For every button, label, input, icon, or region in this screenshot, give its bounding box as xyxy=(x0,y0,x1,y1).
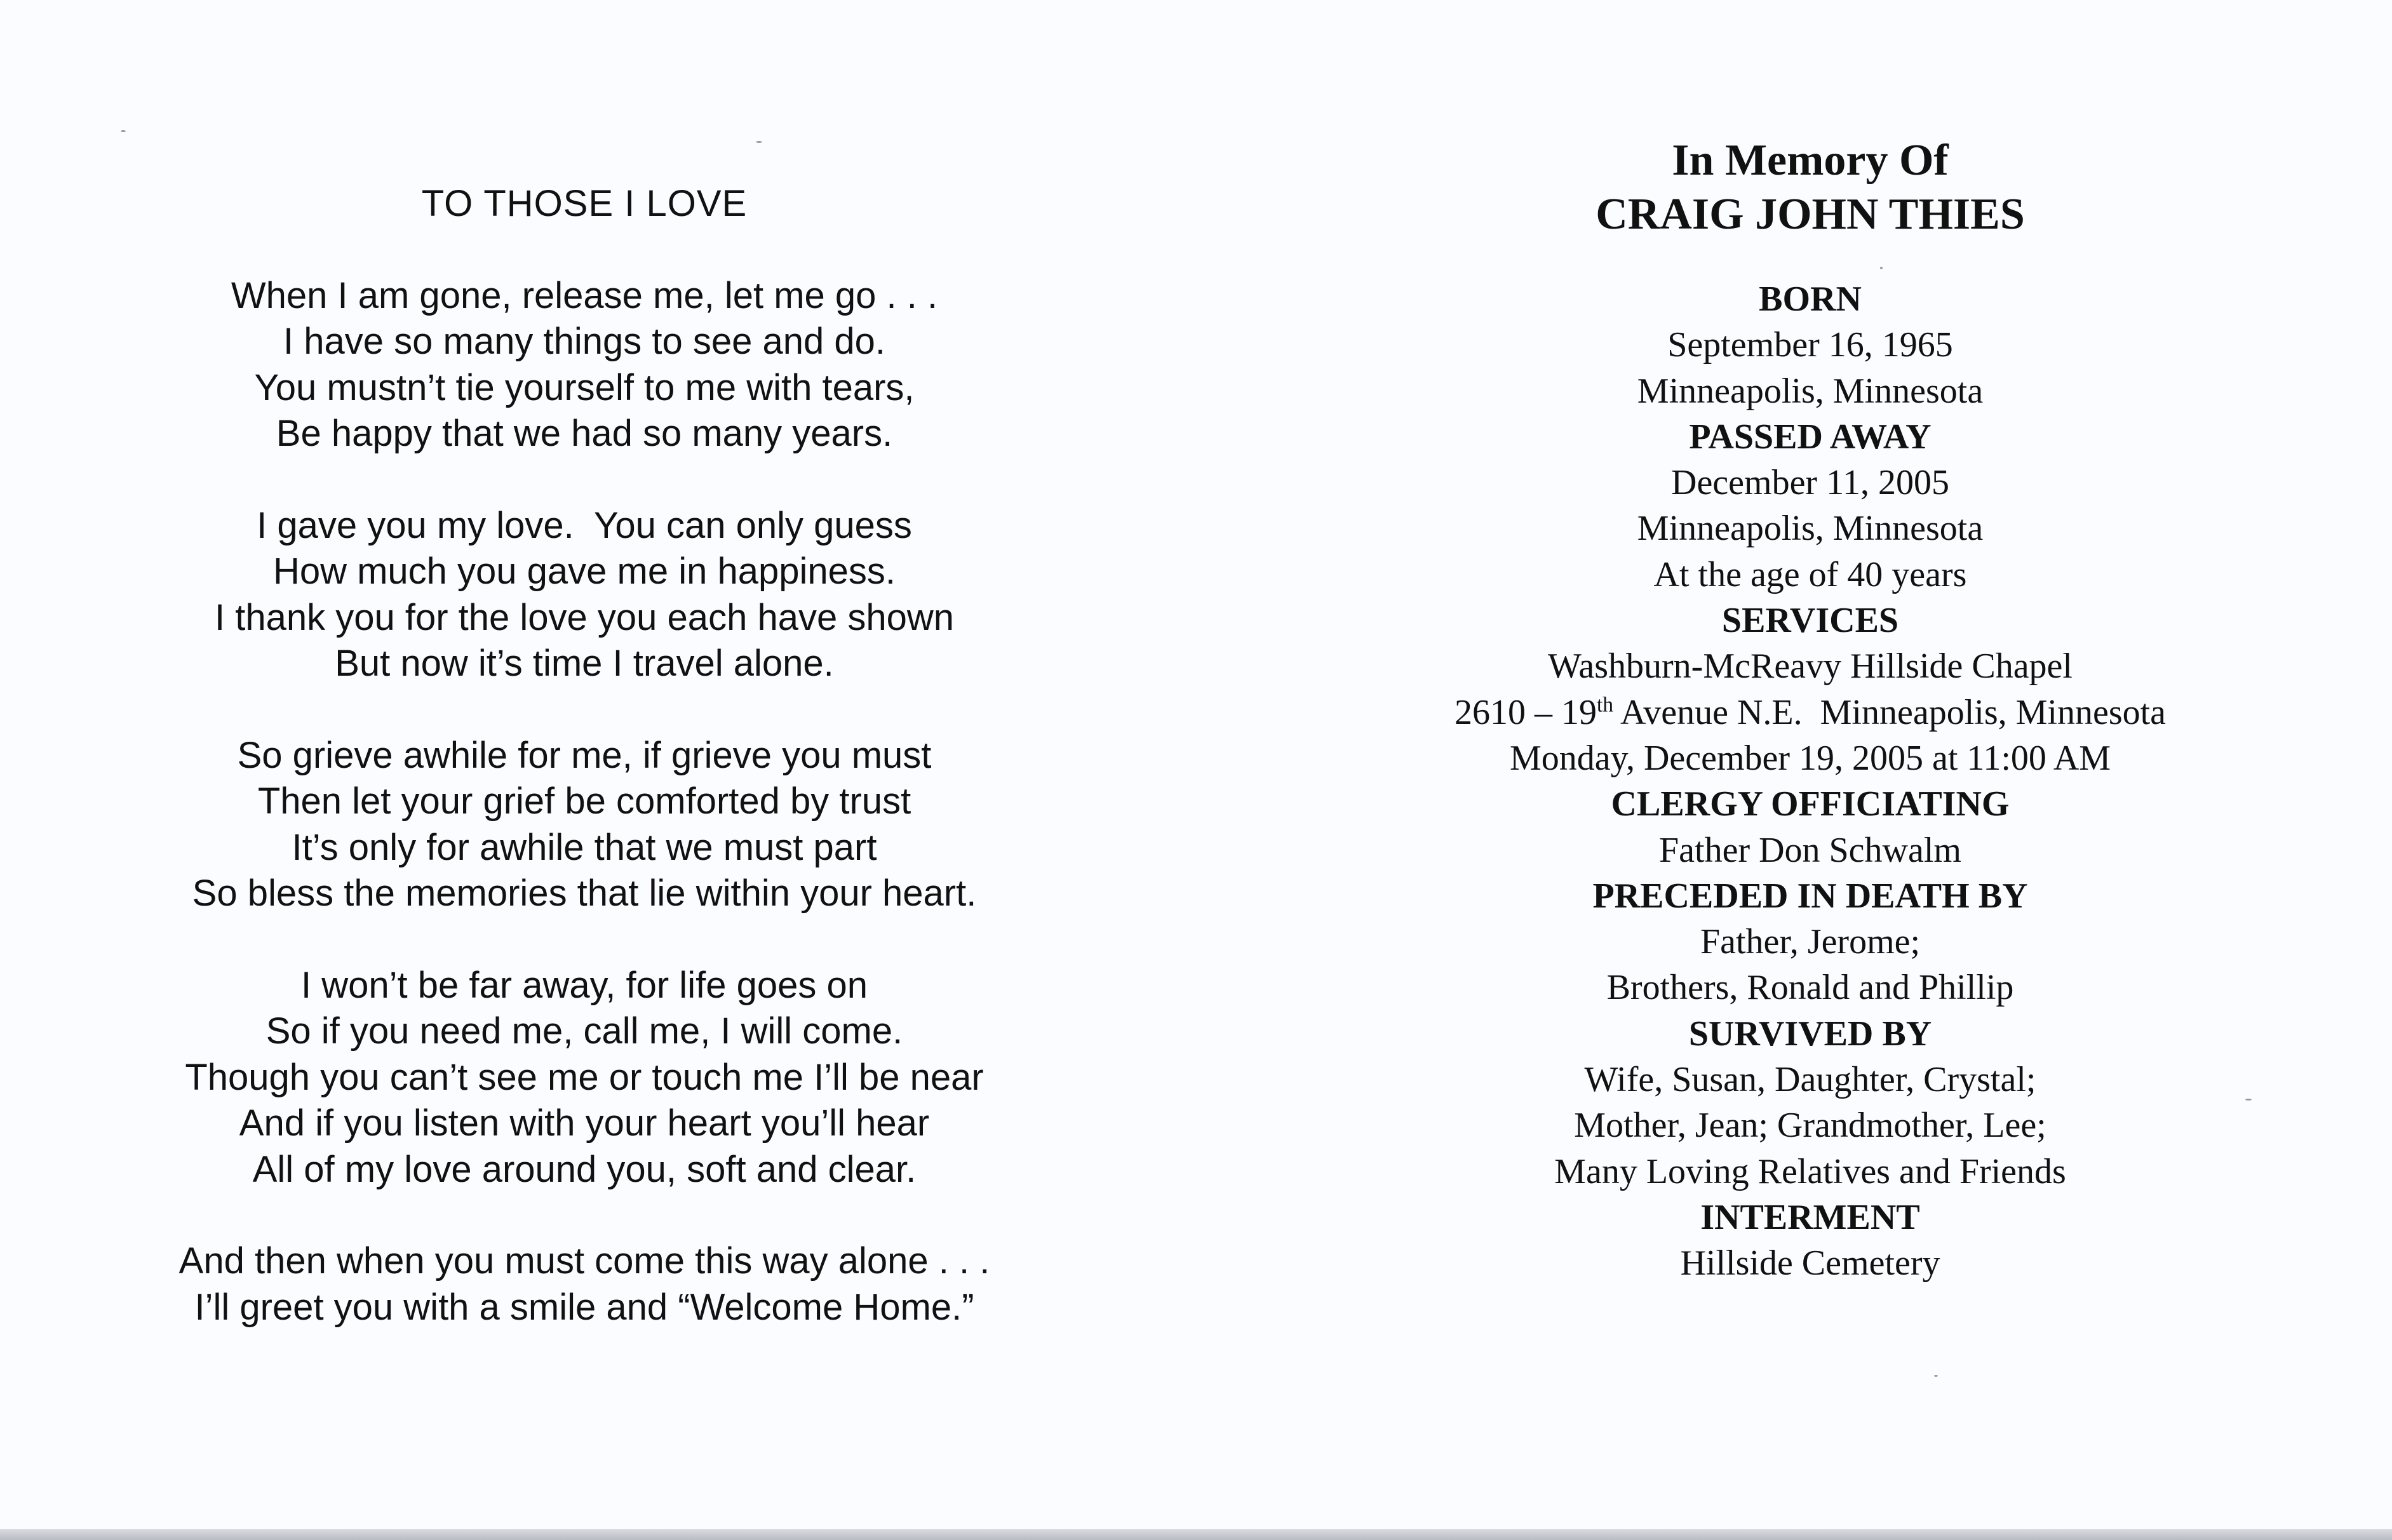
section-title-survived: SURVIVED BY xyxy=(1688,1014,1932,1054)
survived-line: Many Loving Relatives and Friends xyxy=(1554,1151,2066,1191)
service-address xyxy=(1385,690,2236,735)
section-title-interment: INTERMENT xyxy=(1700,1197,1920,1237)
deceased-name: CRAIG JOHN THIES xyxy=(1596,190,2025,239)
scan-bottom-edge xyxy=(0,1529,2392,1540)
preceded-line: Father, Jerome; xyxy=(1700,922,1921,962)
poem-line: All of my love around you, soft and clear. xyxy=(252,1148,917,1190)
section-title-services: SERVICES xyxy=(1721,601,1899,641)
age-at-death: At the age of 40 years xyxy=(1653,554,1967,594)
address-ordinal: th xyxy=(1596,693,1614,717)
service-datetime: Monday, December 19, 2005 at 11:00 AM xyxy=(1509,738,2111,778)
poem-stanza xyxy=(127,273,1042,457)
poem-stanza xyxy=(127,503,1042,687)
death-place: Minneapolis, Minnesota xyxy=(1637,509,1984,549)
memorial-panel xyxy=(1385,133,2236,1287)
address-suffix: Avenue N.E. Minneapolis, Minnesota xyxy=(1613,692,2167,732)
poem-line: I’ll greet you with a smile and “Welcome Home.” xyxy=(194,1286,974,1328)
memorial-heading: In Memory Of xyxy=(1672,136,1949,185)
birth-place: Minneapolis, Minnesota xyxy=(1637,371,1984,411)
interment-place: Hillside Cemetery xyxy=(1680,1243,1940,1283)
poem-line: I gave you my love. You can only guess xyxy=(257,504,912,546)
poem-panel xyxy=(127,181,1042,1330)
poem-stanza xyxy=(127,963,1042,1193)
memorial-details xyxy=(1385,276,2236,1287)
preceded-line: Brothers, Ronald and Phillip xyxy=(1606,968,2014,1008)
poem-title: TO THOSE I LOVE xyxy=(421,183,748,224)
survived-line: Wife, Susan, Daughter, Crystal; xyxy=(1584,1060,2036,1100)
poem-line: And if you listen with your heart you’ll hear xyxy=(239,1102,930,1144)
poem-line: You mustn’t tie yourself to me with tears, xyxy=(254,366,915,408)
poem-line: When I am gone, release me, let me go . . . xyxy=(231,274,938,316)
section-title-clergy: CLERGY OFFICIATING xyxy=(1611,784,2010,824)
poem-line: It’s only for awhile that we must part xyxy=(292,826,877,868)
poem-line: Be happy that we had so many years. xyxy=(276,413,893,454)
scan-speck xyxy=(756,141,762,143)
poem-stanza xyxy=(127,733,1042,917)
scan-speck xyxy=(121,130,126,132)
service-venue: Washburn-McReavy Hillside Chapel xyxy=(1548,646,2073,686)
section-title-passed-away: PASSED AWAY xyxy=(1689,417,1932,457)
birth-date: September 16, 1965 xyxy=(1667,325,1953,365)
section-title-born: BORN xyxy=(1759,279,1862,319)
poem-line: I thank you for the love you each have shown xyxy=(215,596,954,638)
poem-line: So if you need me, call me, I will come. xyxy=(265,1010,903,1052)
poem-line: And then when you must come this way alone . . . xyxy=(178,1240,990,1282)
poem-line: Though you can’t see me or touch me I’ll be near xyxy=(185,1056,984,1098)
address-prefix: 2610 – 19 xyxy=(1454,692,1597,732)
scan-speck xyxy=(2245,1099,2252,1101)
poem-line: So bless the memories that lie within your heart. xyxy=(192,873,977,914)
section-title-preceded: PRECEDED IN DEATH BY xyxy=(1592,876,2028,916)
poem-line: So grieve awhile for me, if grieve you must xyxy=(237,734,932,776)
poem-line: How much you gave me in happiness. xyxy=(272,551,896,592)
poem-line: I won’t be far away, for life goes on xyxy=(301,964,868,1006)
poem-line: But now it’s time I travel alone. xyxy=(335,643,834,684)
clergy-name: Father Don Schwalm xyxy=(1659,830,1961,870)
poem-line: Then let your grief be comforted by trust xyxy=(257,780,911,822)
poem-stanza xyxy=(127,1238,1042,1330)
survived-line: Mother, Jean; Grandmother, Lee; xyxy=(1574,1106,2046,1146)
death-date: December 11, 2005 xyxy=(1671,463,1949,503)
scan-speck xyxy=(1934,1375,1938,1377)
poem-line: I have so many things to see and do. xyxy=(283,321,885,362)
